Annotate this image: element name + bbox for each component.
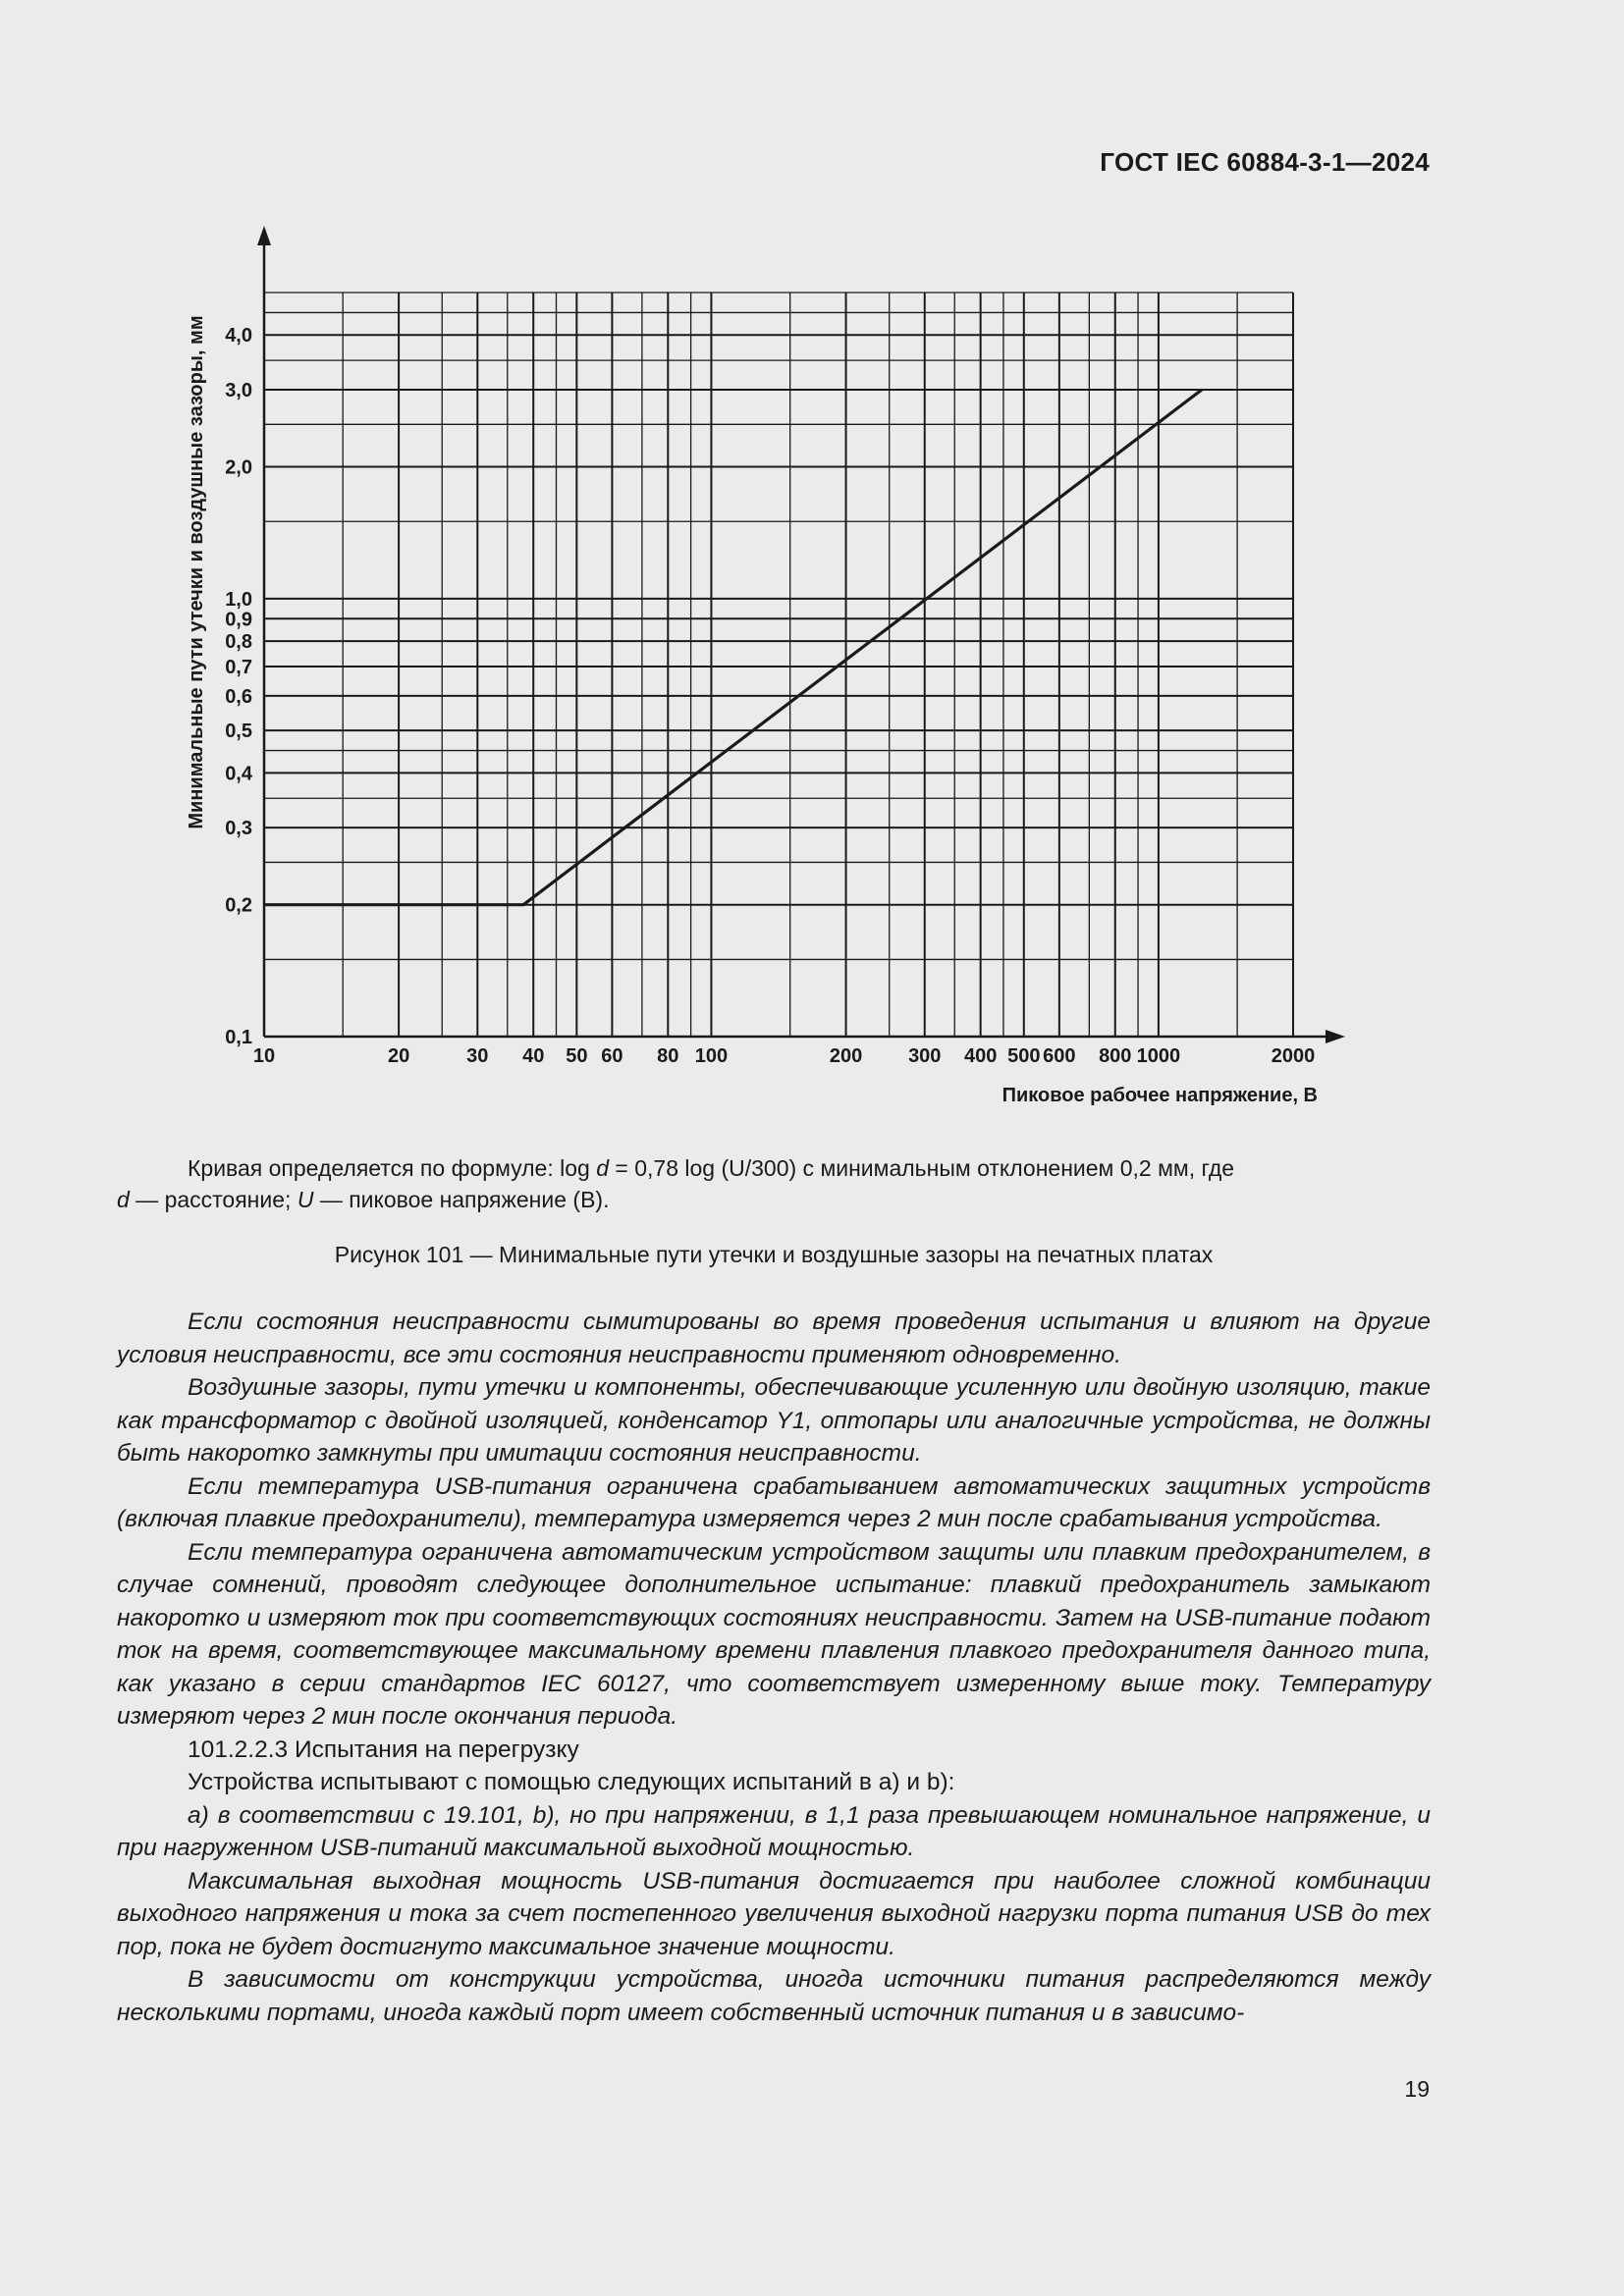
x-tick-labels [253, 1045, 1315, 1067]
x-tick-label: 1000 [1136, 1045, 1181, 1067]
x-tick-label: 600 [1043, 1045, 1076, 1067]
figure-caption: Рисунок 101 — Минимальные пути утечки и воздушные зазоры на печатных платах [334, 1242, 1214, 1267]
x-tick-label: 60 [601, 1045, 623, 1067]
note-symbol-u: U [297, 1187, 314, 1212]
y-axis-arrow [257, 226, 271, 245]
figure-note [117, 1152, 1431, 1215]
y-tick-label: 0,3 [225, 818, 252, 840]
page-number: 19 [1404, 2076, 1430, 2102]
y-axis-label: Минимальные пути утечки и воздушные зазоры, мм [186, 315, 207, 829]
chart-grid [264, 293, 1293, 1037]
x-tick-label: 20 [387, 1045, 410, 1067]
x-tick-label: 100 [694, 1045, 729, 1067]
x-tick-label: 40 [522, 1045, 545, 1067]
body-text [117, 1306, 1431, 2029]
note-symbol-d: d [117, 1187, 130, 1212]
paragraph: Максимальная выходная мощность USB-питания достигается при наиболее сложной комбинации выходного напряжения и тока за счет постепенного увеличения выходной нагрузки порта питания USB до тех пор, пока не будет достигнуто максимальное значение мощности. [117, 1867, 1431, 1960]
x-tick-label: 2000 [1271, 1045, 1316, 1067]
note-text: — расстояние; [129, 1187, 298, 1212]
paragraph: Если состояния неисправности сымитированы во время проведения испытания и влияют на другие условия неисправности, все эти состояния неисправности применяют одновременно. [117, 1308, 1431, 1368]
section-heading: 101.2.2.3 Испытания на перегрузку [188, 1735, 579, 1763]
y-tick-label: 2,0 [225, 456, 252, 479]
paragraph: Если температура ограничена автоматическим устройством защиты или плавким предохранителем, в случае сомнений, проводят следующее дополнительное испытание: плавкий предохранитель замыкают накоротко и измеряют ток при соответствующих состояниях неисправности. Затем на USB-питание подают ток на время, соответствующее максимальному времени плавления плавкого предохранителя данного типа, как указано в серии стандартов IEC 60127, что соответствует измеренному выше току. Температуру измеряют через 2 мин после окончания периода. [117, 1538, 1431, 1730]
y-tick-label: 4,0 [225, 325, 252, 347]
paragraph: а) в соответствии с 19.101, b), но при напряжении, в 1,1 раза превышающем номинальное напряжение, и при нагруженном USB-питаний максимальной выходной мощностью. [117, 1801, 1431, 1861]
y-tick-label: 3,0 [225, 379, 252, 401]
y-tick-label: 0,4 [225, 763, 252, 785]
clearance-chart [167, 224, 1365, 1127]
x-tick-label: 10 [252, 1045, 276, 1067]
note-text: — пиковое напряжение (В). [313, 1187, 610, 1212]
y-tick-label: 0,8 [225, 631, 252, 654]
y-tick-label: 0,7 [225, 656, 252, 678]
y-tick-label: 0,2 [225, 894, 252, 917]
note-text: = 0,78 log (U/300) с минимальным отклонением 0,2 мм, где [609, 1155, 1235, 1181]
y-tick-label: 0,6 [225, 685, 252, 708]
y-tick-label: 0,5 [225, 721, 252, 743]
document-id: ГОСТ IEC 60884-3-1—2024 [1100, 147, 1430, 177]
x-tick-label: 80 [657, 1045, 679, 1067]
x-tick-label: 30 [466, 1045, 489, 1067]
note-symbol-d: d [596, 1155, 610, 1181]
x-axis-label: Пиковое рабочее напряжение, В [1001, 1085, 1318, 1106]
x-tick-label: 800 [1099, 1045, 1132, 1067]
paragraph: Воздушные зазоры, пути утечки и компоненты, обеспечивающие усиленную или двойную изоляцию, такие как трансформатор с двойной изоляцией, конденсатор Y1, оптопары или аналогичные устройства, не должны быть накоротко замкнуты при имитации состояния неисправности. [117, 1374, 1431, 1467]
x-tick-label: 50 [566, 1045, 588, 1067]
paragraph: В зависимости от конструкции устройства, иногда источники питания распределяются между несколькими портами, иногда каждый порт имеет собственный источник питания и в зависимо- [117, 1966, 1431, 2026]
x-tick-label: 300 [908, 1045, 942, 1067]
y-tick-label: 0,1 [225, 1027, 252, 1048]
paragraph: Если температура USB-питания ограничена срабатыванием автоматических защитных устройств (включая плавкие предохранители), температура измеряется через 2 мин после срабатывания устройства. [117, 1472, 1431, 1532]
x-tick-label: 200 [829, 1045, 863, 1067]
chart-axes [257, 226, 1345, 1043]
y-tick-label: 0,9 [225, 609, 252, 631]
x-tick-label: 400 [963, 1045, 998, 1067]
note-text: Кривая определяется по формуле: log [188, 1155, 597, 1181]
x-axis-arrow [1326, 1030, 1345, 1043]
y-tick-labels [225, 325, 253, 1048]
paragraph: Устройства испытывают с помощью следующих испытаний в а) и b): [188, 1769, 955, 1795]
y-tick-label: 1,0 [225, 588, 252, 611]
x-tick-label: 500 [1007, 1045, 1041, 1067]
